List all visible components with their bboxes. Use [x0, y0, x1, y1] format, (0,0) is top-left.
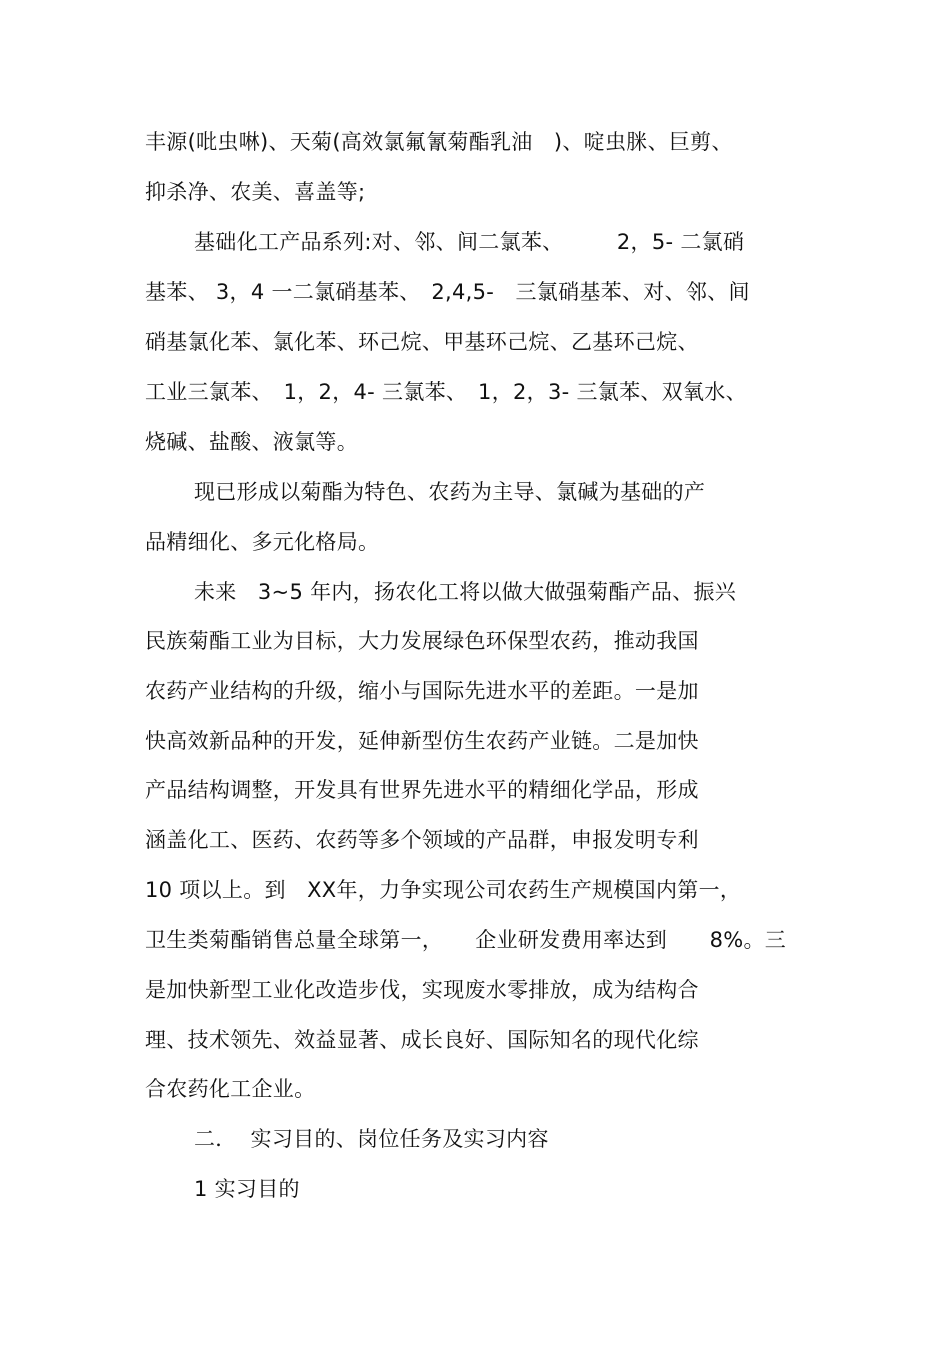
- text-line: 烧碱、盐酸、液氯等。: [145, 430, 358, 454]
- text-line: 丰源(吡虫啉)、天菊(高效氯氟氰菊酯乳油 )、啶虫脒、巨剪、: [145, 130, 733, 154]
- paragraph-start: 未来 3~5 年内，扬农化工将以做大做强菊酯产品、振兴: [194, 580, 737, 604]
- text-line: 农药产业结构的升级，缩小与国际先进水平的差距。一是加: [145, 679, 699, 703]
- text-line: 快高效新品种的开发，延伸新型仿生农药产业链。二是加快: [145, 729, 699, 753]
- paragraph-start: 基础化工产品系列:对、邻、间二氯苯、 2，5- 二氯硝: [194, 230, 745, 254]
- text-line: 硝基氯化苯、氯化苯、环己烷、甲基环己烷、乙基环己烷、: [145, 330, 699, 354]
- text-line: 卫生类菊酯销售总量全球第一， 企业研发费用率达到 8%。三: [145, 928, 787, 952]
- text-line: 是加快新型工业化改造步伐，实现废水零排放，成为结构合: [145, 978, 699, 1002]
- text-line: 抑杀净、农美、喜盖等;: [145, 180, 366, 204]
- section-heading: 二． 实习目的、岗位任务及实习内容: [194, 1127, 549, 1151]
- text-line: 基苯、 3，4 一二氯硝基苯、 2,4,5- 三氯硝基苯、对、邻、间: [145, 280, 750, 304]
- text-line: 合农药化工企业。: [145, 1077, 316, 1101]
- text-line: 民族菊酯工业为目标，大力发展绿色环保型农药，推动我国: [145, 629, 699, 653]
- text-line: 涵盖化工、医药、农药等多个领域的产品群，申报发明专利: [145, 828, 699, 852]
- text-line: 10 项以上。到 XX年，力争实现公司农药生产规模国内第一，: [145, 878, 742, 902]
- text-line: 工业三氯苯、 1，2，4- 三氯苯、 1，2，3- 三氯苯、双氧水、: [145, 380, 747, 404]
- subsection-heading: 1 实习目的: [194, 1177, 300, 1201]
- paragraph-start: 现已形成以菊酯为特色、农药为主导、氯碱为基础的产: [194, 480, 706, 504]
- text-line: 品精细化、多元化格局。: [145, 530, 380, 554]
- text-line: 产品结构调整，开发具有世界先进水平的精细化学品，形成: [145, 778, 699, 802]
- text-line: 理、技术领先、效益显著、成长良好、国际知名的现代化综: [145, 1028, 699, 1052]
